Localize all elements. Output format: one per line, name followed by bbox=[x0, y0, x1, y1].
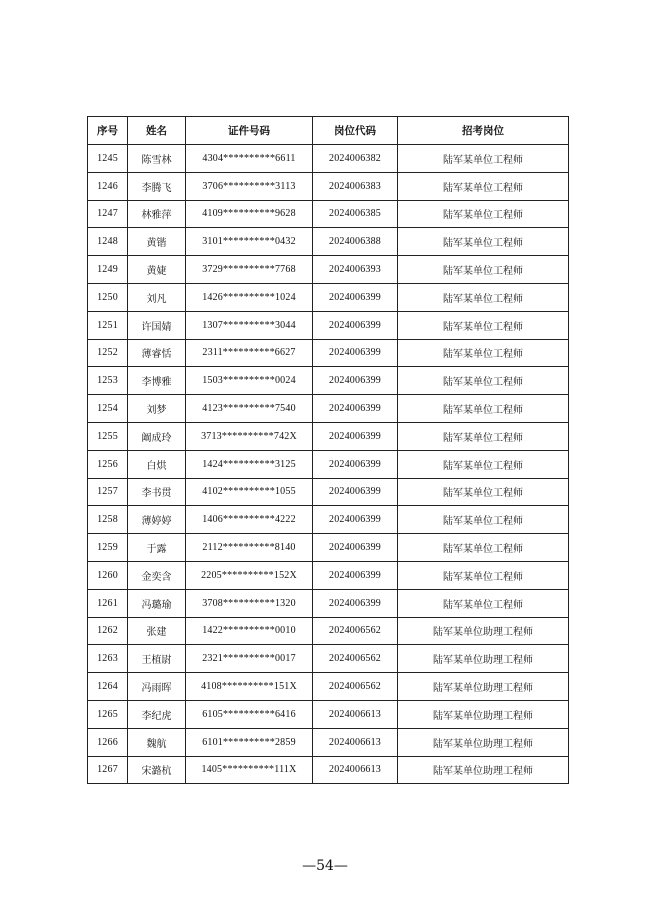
cell-post-code: 2024006613 bbox=[313, 728, 398, 756]
header-seq: 序号 bbox=[88, 117, 128, 145]
cell-name: 白烘 bbox=[128, 450, 186, 478]
table-row bbox=[88, 645, 569, 673]
cell-name: 李书贯 bbox=[128, 478, 186, 506]
cell-seq: 1259 bbox=[88, 534, 128, 562]
cell-name: 金奕含 bbox=[128, 561, 186, 589]
cell-post-code: 2024006382 bbox=[313, 145, 398, 173]
cell-name: 薄婷婷 bbox=[128, 506, 186, 534]
cell-seq: 1249 bbox=[88, 256, 128, 284]
cell-post-code: 2024006562 bbox=[313, 617, 398, 645]
cell-recruit-post: 陆军某单位工程师 bbox=[398, 367, 569, 395]
table-row bbox=[88, 561, 569, 589]
table-row bbox=[88, 450, 569, 478]
cell-post-code: 2024006613 bbox=[313, 756, 398, 784]
cell-seq: 1246 bbox=[88, 172, 128, 200]
cell-post-code: 2024006399 bbox=[313, 534, 398, 562]
table-row bbox=[88, 311, 569, 339]
cell-name: 冯雨晖 bbox=[128, 673, 186, 701]
cell-recruit-post: 陆军某单位工程师 bbox=[398, 534, 569, 562]
table-row bbox=[88, 673, 569, 701]
cell-recruit-post: 陆军某单位助理工程师 bbox=[398, 645, 569, 673]
cell-id-number: 1426**********1024 bbox=[186, 283, 313, 311]
cell-name: 冯璐瑜 bbox=[128, 589, 186, 617]
cell-post-code: 2024006399 bbox=[313, 450, 398, 478]
table-row bbox=[88, 200, 569, 228]
table-header-row bbox=[88, 117, 569, 145]
cell-id-number: 1307**********3044 bbox=[186, 311, 313, 339]
cell-post-code: 2024006399 bbox=[313, 561, 398, 589]
cell-seq: 1260 bbox=[88, 561, 128, 589]
cell-seq: 1267 bbox=[88, 756, 128, 784]
cell-id-number: 1503**********0024 bbox=[186, 367, 313, 395]
cell-id-number: 2205**********152X bbox=[186, 561, 313, 589]
cell-name: 许国婧 bbox=[128, 311, 186, 339]
cell-id-number: 4102**********1055 bbox=[186, 478, 313, 506]
table-row bbox=[88, 367, 569, 395]
cell-name: 于露 bbox=[128, 534, 186, 562]
cell-id-number: 1405**********111X bbox=[186, 756, 313, 784]
table-row bbox=[88, 145, 569, 173]
cell-seq: 1255 bbox=[88, 422, 128, 450]
cell-recruit-post: 陆军某单位工程师 bbox=[398, 311, 569, 339]
table-row bbox=[88, 700, 569, 728]
table-row bbox=[88, 589, 569, 617]
table-row bbox=[88, 617, 569, 645]
cell-name: 阚成玲 bbox=[128, 422, 186, 450]
cell-post-code: 2024006399 bbox=[313, 478, 398, 506]
cell-post-code: 2024006399 bbox=[313, 395, 398, 423]
cell-name: 陈雪林 bbox=[128, 145, 186, 173]
page-number: —54— bbox=[302, 858, 348, 874]
table-body bbox=[88, 145, 569, 784]
cell-id-number: 3708**********1320 bbox=[186, 589, 313, 617]
cell-seq: 1262 bbox=[88, 617, 128, 645]
cell-post-code: 2024006385 bbox=[313, 200, 398, 228]
cell-recruit-post: 陆军某单位工程师 bbox=[398, 172, 569, 200]
cell-recruit-post: 陆军某单位助理工程师 bbox=[398, 673, 569, 701]
cell-id-number: 4109**********9628 bbox=[186, 200, 313, 228]
cell-recruit-post: 陆军某单位工程师 bbox=[398, 145, 569, 173]
cell-id-number: 1424**********3125 bbox=[186, 450, 313, 478]
table-row bbox=[88, 256, 569, 284]
cell-post-code: 2024006613 bbox=[313, 700, 398, 728]
cell-post-code: 2024006399 bbox=[313, 283, 398, 311]
cell-name: 李纪虎 bbox=[128, 700, 186, 728]
cell-post-code: 2024006562 bbox=[313, 645, 398, 673]
cell-name: 李腾飞 bbox=[128, 172, 186, 200]
cell-recruit-post: 陆军某单位工程师 bbox=[398, 339, 569, 367]
cell-id-number: 1406**********4222 bbox=[186, 506, 313, 534]
table-row bbox=[88, 228, 569, 256]
table-row bbox=[88, 339, 569, 367]
cell-name: 黄锴 bbox=[128, 228, 186, 256]
cell-recruit-post: 陆军某单位助理工程师 bbox=[398, 700, 569, 728]
cell-seq: 1252 bbox=[88, 339, 128, 367]
cell-seq: 1263 bbox=[88, 645, 128, 673]
cell-id-number: 4304**********6611 bbox=[186, 145, 313, 173]
cell-seq: 1245 bbox=[88, 145, 128, 173]
cell-id-number: 1422**********0010 bbox=[186, 617, 313, 645]
header-name: 姓名 bbox=[128, 117, 186, 145]
table-row bbox=[88, 506, 569, 534]
cell-seq: 1264 bbox=[88, 673, 128, 701]
candidate-table bbox=[87, 116, 569, 784]
header-recruit-post: 招考岗位 bbox=[398, 117, 569, 145]
cell-recruit-post: 陆军某单位工程师 bbox=[398, 422, 569, 450]
cell-post-code: 2024006399 bbox=[313, 506, 398, 534]
cell-recruit-post: 陆军某单位工程师 bbox=[398, 200, 569, 228]
cell-id-number: 3713**********742X bbox=[186, 422, 313, 450]
cell-id-number: 3706**********3113 bbox=[186, 172, 313, 200]
cell-name: 张建 bbox=[128, 617, 186, 645]
table-row bbox=[88, 395, 569, 423]
cell-name: 林雅萍 bbox=[128, 200, 186, 228]
header-post-code: 岗位代码 bbox=[313, 117, 398, 145]
cell-recruit-post: 陆军某单位工程师 bbox=[398, 589, 569, 617]
cell-seq: 1251 bbox=[88, 311, 128, 339]
cell-post-code: 2024006399 bbox=[313, 339, 398, 367]
cell-name: 刘凡 bbox=[128, 283, 186, 311]
cell-post-code: 2024006399 bbox=[313, 311, 398, 339]
cell-name: 王植尉 bbox=[128, 645, 186, 673]
cell-id-number: 3101**********0432 bbox=[186, 228, 313, 256]
cell-name: 魏航 bbox=[128, 728, 186, 756]
cell-seq: 1261 bbox=[88, 589, 128, 617]
cell-id-number: 2321**********0017 bbox=[186, 645, 313, 673]
cell-seq: 1257 bbox=[88, 478, 128, 506]
cell-id-number: 2311**********6627 bbox=[186, 339, 313, 367]
cell-id-number: 4123**********7540 bbox=[186, 395, 313, 423]
cell-name: 李博雅 bbox=[128, 367, 186, 395]
cell-seq: 1248 bbox=[88, 228, 128, 256]
cell-seq: 1258 bbox=[88, 506, 128, 534]
cell-recruit-post: 陆军某单位工程师 bbox=[398, 478, 569, 506]
cell-id-number: 3729**********7768 bbox=[186, 256, 313, 284]
cell-id-number: 6101**********2859 bbox=[186, 728, 313, 756]
cell-post-code: 2024006399 bbox=[313, 422, 398, 450]
cell-recruit-post: 陆军某单位助理工程师 bbox=[398, 617, 569, 645]
cell-id-number: 2112**********8140 bbox=[186, 534, 313, 562]
table-row bbox=[88, 756, 569, 784]
cell-recruit-post: 陆军某单位工程师 bbox=[398, 283, 569, 311]
cell-post-code: 2024006383 bbox=[313, 172, 398, 200]
table-row bbox=[88, 728, 569, 756]
cell-name: 黄婕 bbox=[128, 256, 186, 284]
cell-recruit-post: 陆军某单位工程师 bbox=[398, 256, 569, 284]
table-row bbox=[88, 172, 569, 200]
cell-id-number: 4108**********151X bbox=[186, 673, 313, 701]
header-id-number: 证件号码 bbox=[186, 117, 313, 145]
cell-seq: 1265 bbox=[88, 700, 128, 728]
cell-recruit-post: 陆军某单位工程师 bbox=[398, 561, 569, 589]
cell-seq: 1250 bbox=[88, 283, 128, 311]
cell-post-code: 2024006388 bbox=[313, 228, 398, 256]
cell-recruit-post: 陆军某单位工程师 bbox=[398, 395, 569, 423]
table-row bbox=[88, 534, 569, 562]
cell-seq: 1256 bbox=[88, 450, 128, 478]
cell-recruit-post: 陆军某单位工程师 bbox=[398, 228, 569, 256]
cell-seq: 1247 bbox=[88, 200, 128, 228]
cell-post-code: 2024006399 bbox=[313, 367, 398, 395]
cell-name: 刘梦 bbox=[128, 395, 186, 423]
cell-recruit-post: 陆军某单位助理工程师 bbox=[398, 728, 569, 756]
cell-name: 宋潞杭 bbox=[128, 756, 186, 784]
table-row bbox=[88, 478, 569, 506]
cell-recruit-post: 陆军某单位工程师 bbox=[398, 450, 569, 478]
cell-post-code: 2024006562 bbox=[313, 673, 398, 701]
cell-seq: 1254 bbox=[88, 395, 128, 423]
cell-recruit-post: 陆军某单位工程师 bbox=[398, 506, 569, 534]
cell-seq: 1253 bbox=[88, 367, 128, 395]
table-row bbox=[88, 283, 569, 311]
table-row bbox=[88, 422, 569, 450]
cell-name: 薄睿恬 bbox=[128, 339, 186, 367]
cell-id-number: 6105**********6416 bbox=[186, 700, 313, 728]
cell-seq: 1266 bbox=[88, 728, 128, 756]
cell-post-code: 2024006393 bbox=[313, 256, 398, 284]
cell-post-code: 2024006399 bbox=[313, 589, 398, 617]
cell-recruit-post: 陆军某单位助理工程师 bbox=[398, 756, 569, 784]
